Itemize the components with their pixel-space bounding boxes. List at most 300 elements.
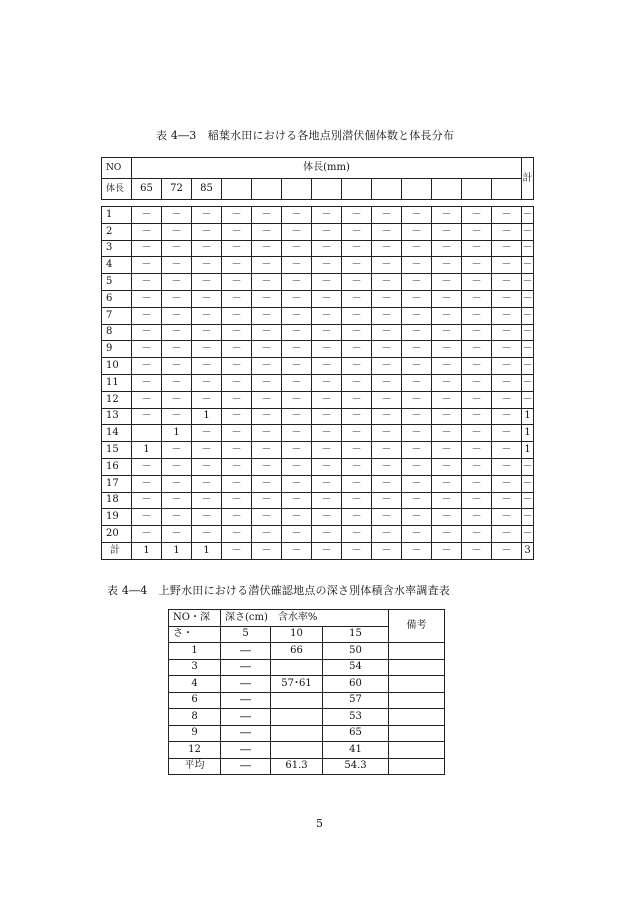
count-cell: － [252, 475, 282, 492]
row-total: 1 [522, 442, 534, 459]
row-number: 20 [102, 526, 132, 543]
count-cell: － [162, 207, 192, 224]
count-cell: － [462, 274, 492, 291]
count-cell: － [192, 324, 222, 341]
count-cell: － [252, 240, 282, 257]
count-cell: － [462, 307, 492, 324]
count-cell: － [312, 207, 342, 224]
count-cell: － [192, 257, 222, 274]
size-class-row [102, 179, 534, 200]
count-cell: － [342, 391, 372, 408]
count-cell: － [342, 475, 372, 492]
count-cell: － [492, 526, 522, 543]
count-cell: － [192, 274, 222, 291]
count-cell: － [222, 442, 252, 459]
count-cell: － [312, 475, 342, 492]
count-cell: － [432, 274, 462, 291]
count-cell: － [462, 358, 492, 375]
count-cell: － [132, 307, 162, 324]
table-row [102, 391, 534, 408]
count-cell: － [222, 207, 252, 224]
count-cell: － [312, 324, 342, 341]
count-cell: － [222, 425, 252, 442]
moisture-10cm [271, 725, 323, 742]
spacer-row [102, 200, 534, 207]
moisture-10cm: 57･61 [271, 676, 323, 693]
count-cell: － [432, 475, 462, 492]
row-total: － [522, 290, 534, 307]
row-total: － [522, 274, 534, 291]
count-cell: － [372, 492, 402, 509]
moisture-15cm: 57 [323, 692, 389, 709]
count-cell: － [342, 458, 372, 475]
moisture-15cm: 54 [323, 659, 389, 676]
moisture-5cm: ― [221, 758, 271, 775]
count-cell: － [432, 307, 462, 324]
count-cell: － [432, 240, 462, 257]
total-count-cell: 1 [132, 542, 162, 559]
count-cell: － [492, 341, 522, 358]
moisture-10cm [271, 709, 323, 726]
count-cell: － [312, 358, 342, 375]
table1-caption: 表 4―3 稲葉水田における各地点別潜伏個体数と体長分布 [156, 129, 455, 142]
count-cell: － [372, 442, 402, 459]
count-cell: － [342, 240, 372, 257]
count-cell: 1 [132, 442, 162, 459]
body-length-distribution-table [101, 157, 534, 560]
row-number: 10 [102, 358, 132, 375]
count-cell: － [222, 391, 252, 408]
count-cell: － [372, 391, 402, 408]
count-cell: － [252, 458, 282, 475]
count-cell: － [492, 207, 522, 224]
count-cell: － [372, 458, 402, 475]
moisture-10cm: 66 [271, 643, 323, 660]
count-cell: － [312, 492, 342, 509]
total-count-cell: 1 [162, 542, 192, 559]
table-row [102, 509, 534, 526]
count-cell: － [162, 240, 192, 257]
count-cell: － [462, 240, 492, 257]
size-class-header [252, 179, 282, 200]
row-total: － [522, 391, 534, 408]
count-cell: － [132, 492, 162, 509]
total-count-cell: － [402, 542, 432, 559]
row-number: 1 [102, 207, 132, 224]
count-cell: － [192, 358, 222, 375]
count-cell: － [342, 223, 372, 240]
count-cell: － [462, 257, 492, 274]
count-cell: － [402, 391, 432, 408]
sa-header: さ・ [169, 626, 221, 643]
count-cell: － [252, 307, 282, 324]
count-cell: － [282, 442, 312, 459]
count-cell: － [492, 324, 522, 341]
count-cell: － [132, 358, 162, 375]
count-cell: － [192, 374, 222, 391]
row-total: 1 [522, 425, 534, 442]
spacer-cell [102, 200, 534, 207]
count-cell: － [312, 408, 342, 425]
count-cell: － [402, 324, 432, 341]
count-cell: － [282, 526, 312, 543]
row-total: － [522, 509, 534, 526]
count-cell: － [342, 307, 372, 324]
moisture-10cm [271, 692, 323, 709]
count-cell: － [372, 374, 402, 391]
total-count-cell: － [432, 542, 462, 559]
count-cell: － [372, 408, 402, 425]
count-cell: － [162, 307, 192, 324]
count-cell: － [342, 207, 372, 224]
count-cell [132, 425, 162, 442]
no-label: NO [102, 158, 132, 179]
table-row [169, 742, 445, 759]
row-total: － [522, 324, 534, 341]
size-class-header [432, 179, 462, 200]
count-cell: － [192, 290, 222, 307]
count-cell: － [192, 526, 222, 543]
count-cell: － [162, 408, 192, 425]
count-cell: － [252, 223, 282, 240]
count-cell: － [162, 475, 192, 492]
count-cell: － [132, 391, 162, 408]
count-cell: － [252, 290, 282, 307]
moisture-15cm: 54.3 [323, 758, 389, 775]
count-cell: － [402, 408, 432, 425]
moisture-5cm: ― [221, 742, 271, 759]
count-cell: － [162, 257, 192, 274]
remarks-cell [389, 742, 445, 759]
count-cell: － [432, 290, 462, 307]
table-row [102, 492, 534, 509]
count-cell: － [162, 526, 192, 543]
row-number: 12 [102, 391, 132, 408]
size-class-header [462, 179, 492, 200]
count-cell: － [492, 290, 522, 307]
count-cell: － [312, 458, 342, 475]
count-cell: － [372, 223, 402, 240]
moisture-15cm: 60 [323, 676, 389, 693]
count-cell: － [252, 492, 282, 509]
count-cell: － [222, 274, 252, 291]
count-cell: － [492, 240, 522, 257]
moisture-15cm: 53 [323, 709, 389, 726]
row-number: 16 [102, 458, 132, 475]
table-row [102, 408, 534, 425]
count-cell: － [192, 207, 222, 224]
count-cell: － [132, 240, 162, 257]
row-total: 1 [522, 408, 534, 425]
count-cell: － [132, 475, 162, 492]
count-cell: － [162, 223, 192, 240]
count-cell: － [372, 475, 402, 492]
count-cell: － [402, 257, 432, 274]
count-cell: － [402, 458, 432, 475]
count-cell: － [432, 492, 462, 509]
count-cell: － [162, 274, 192, 291]
count-cell: － [252, 207, 282, 224]
count-cell: － [342, 358, 372, 375]
count-cell: － [252, 391, 282, 408]
count-cell: － [432, 374, 462, 391]
table-row [102, 374, 534, 391]
count-cell: － [372, 307, 402, 324]
count-cell: － [372, 240, 402, 257]
row-total: － [522, 240, 534, 257]
count-cell: － [342, 274, 372, 291]
grand-total: 3 [522, 542, 534, 559]
row-total: － [522, 492, 534, 509]
table-row [169, 676, 445, 693]
size-class-header [492, 179, 522, 200]
count-cell: － [282, 240, 312, 257]
row-number: 17 [102, 475, 132, 492]
count-cell: － [252, 526, 282, 543]
row-number: 2 [102, 223, 132, 240]
total-count-cell: － [462, 542, 492, 559]
count-cell: － [222, 358, 252, 375]
count-cell: － [192, 307, 222, 324]
count-cell: 1 [162, 425, 192, 442]
count-cell: － [372, 341, 402, 358]
count-cell: － [252, 425, 282, 442]
remarks-header: 備考 [389, 610, 445, 643]
count-cell: － [462, 408, 492, 425]
count-cell: － [402, 341, 432, 358]
count-cell: － [492, 475, 522, 492]
count-cell: － [492, 425, 522, 442]
moisture-5cm: ― [221, 676, 271, 693]
count-cell: － [462, 324, 492, 341]
count-cell: － [192, 425, 222, 442]
total-row-label: 計 [102, 542, 132, 559]
count-cell: － [432, 257, 462, 274]
row-total: － [522, 374, 534, 391]
count-cell: － [492, 442, 522, 459]
size-class-header: 65 [132, 179, 162, 200]
count-cell: － [222, 290, 252, 307]
count-cell: － [222, 509, 252, 526]
table-row [169, 725, 445, 742]
count-cell: － [192, 475, 222, 492]
table-row [102, 307, 534, 324]
count-cell: － [402, 374, 432, 391]
total-count-cell: － [492, 542, 522, 559]
row-number: 3 [169, 659, 221, 676]
count-cell: － [282, 290, 312, 307]
depth-moisture-header: 深さ(cm) 含水率% [221, 610, 389, 627]
count-cell: － [162, 358, 192, 375]
count-cell: － [282, 307, 312, 324]
count-cell: － [312, 509, 342, 526]
count-cell: － [222, 223, 252, 240]
count-cell: － [192, 458, 222, 475]
count-cell: － [282, 475, 312, 492]
row-total: － [522, 207, 534, 224]
count-cell: － [342, 290, 372, 307]
total-count-cell: － [222, 542, 252, 559]
count-cell: － [402, 526, 432, 543]
count-cell: － [462, 509, 492, 526]
count-cell: － [282, 341, 312, 358]
row-total: － [522, 526, 534, 543]
table-row [102, 290, 534, 307]
count-cell: － [372, 274, 402, 291]
row-number: 15 [102, 442, 132, 459]
table-row [102, 358, 534, 375]
count-cell: － [252, 408, 282, 425]
count-cell: － [222, 475, 252, 492]
count-cell: － [162, 509, 192, 526]
count-cell: － [492, 223, 522, 240]
count-cell: － [492, 492, 522, 509]
count-cell: － [342, 341, 372, 358]
count-cell: － [492, 274, 522, 291]
count-cell: － [132, 257, 162, 274]
count-cell: － [342, 374, 372, 391]
count-cell: － [252, 442, 282, 459]
count-cell: － [132, 341, 162, 358]
row-total: － [522, 458, 534, 475]
count-cell: － [282, 408, 312, 425]
table2-caption: 表 4―4 上野水田における潜伏確認地点の深さ別体積含水率調査表 [107, 584, 450, 597]
count-cell: － [282, 324, 312, 341]
count-cell: － [402, 358, 432, 375]
count-cell: － [492, 391, 522, 408]
table-row [169, 659, 445, 676]
count-cell: － [312, 391, 342, 408]
total-count-cell: － [252, 542, 282, 559]
count-cell: － [372, 324, 402, 341]
count-cell: － [312, 274, 342, 291]
count-cell: － [312, 240, 342, 257]
row-number: 12 [169, 742, 221, 759]
count-cell: － [462, 458, 492, 475]
depth-header: 5 [221, 626, 271, 643]
count-cell: － [282, 207, 312, 224]
count-cell: － [192, 509, 222, 526]
count-cell: － [222, 257, 252, 274]
size-class-header [282, 179, 312, 200]
count-cell: － [132, 374, 162, 391]
count-cell: － [402, 240, 432, 257]
count-cell: － [162, 324, 192, 341]
table-row [169, 709, 445, 726]
count-cell: － [402, 492, 432, 509]
count-cell: － [402, 425, 432, 442]
count-cell: － [342, 526, 372, 543]
row-number: 11 [102, 374, 132, 391]
count-cell: － [222, 408, 252, 425]
moisture-10cm: 61.3 [271, 758, 323, 775]
total-row [102, 542, 534, 559]
count-cell: － [312, 257, 342, 274]
row-number: 18 [102, 492, 132, 509]
table-row [102, 324, 534, 341]
count-cell: － [372, 358, 402, 375]
count-cell: 1 [192, 408, 222, 425]
count-cell: － [432, 526, 462, 543]
depth-header: 10 [271, 626, 323, 643]
page-number: 5 [316, 817, 323, 830]
moisture-5cm: ― [221, 725, 271, 742]
table-row [102, 341, 534, 358]
count-cell: － [402, 223, 432, 240]
count-cell: － [462, 207, 492, 224]
count-cell: － [462, 290, 492, 307]
moisture-10cm [271, 742, 323, 759]
count-cell: － [312, 290, 342, 307]
count-cell: － [432, 425, 462, 442]
count-cell: － [492, 458, 522, 475]
count-cell: － [372, 425, 402, 442]
row-total: － [522, 475, 534, 492]
remarks-cell [389, 676, 445, 693]
count-cell: － [222, 324, 252, 341]
count-cell: － [312, 307, 342, 324]
row-number: 7 [102, 307, 132, 324]
table-row [102, 207, 534, 224]
count-cell: － [432, 223, 462, 240]
count-cell: － [372, 509, 402, 526]
count-cell: － [492, 408, 522, 425]
count-cell: － [132, 290, 162, 307]
row-number: 5 [102, 274, 132, 291]
row-number: 13 [102, 408, 132, 425]
count-cell: － [252, 358, 282, 375]
total-count-cell: － [372, 542, 402, 559]
table-row [169, 692, 445, 709]
row-number: 8 [169, 709, 221, 726]
count-cell: － [132, 458, 162, 475]
count-cell: － [312, 425, 342, 442]
remarks-cell [389, 692, 445, 709]
count-cell: － [162, 458, 192, 475]
count-cell: － [282, 358, 312, 375]
count-cell: － [462, 374, 492, 391]
count-cell: － [282, 374, 312, 391]
total-count-cell: － [342, 542, 372, 559]
row-total: － [522, 257, 534, 274]
table-row [102, 240, 534, 257]
row-number: 3 [102, 240, 132, 257]
count-cell: － [432, 358, 462, 375]
moisture-15cm: 65 [323, 725, 389, 742]
count-cell: － [282, 257, 312, 274]
count-cell: － [342, 442, 372, 459]
count-cell: － [402, 442, 432, 459]
count-cell: － [342, 408, 372, 425]
moisture-10cm [271, 659, 323, 676]
count-cell: － [222, 492, 252, 509]
size-class-header: 85 [192, 179, 222, 200]
header-row [102, 158, 534, 179]
count-cell: － [372, 257, 402, 274]
count-cell: － [342, 492, 372, 509]
count-cell: － [342, 324, 372, 341]
count-cell: － [192, 341, 222, 358]
count-cell: － [462, 475, 492, 492]
count-cell: － [432, 341, 462, 358]
count-cell: － [432, 458, 462, 475]
count-cell: － [132, 274, 162, 291]
count-cell: － [192, 442, 222, 459]
count-cell: － [312, 223, 342, 240]
row-total: － [522, 223, 534, 240]
total-count-cell: 1 [192, 542, 222, 559]
count-cell: － [492, 374, 522, 391]
